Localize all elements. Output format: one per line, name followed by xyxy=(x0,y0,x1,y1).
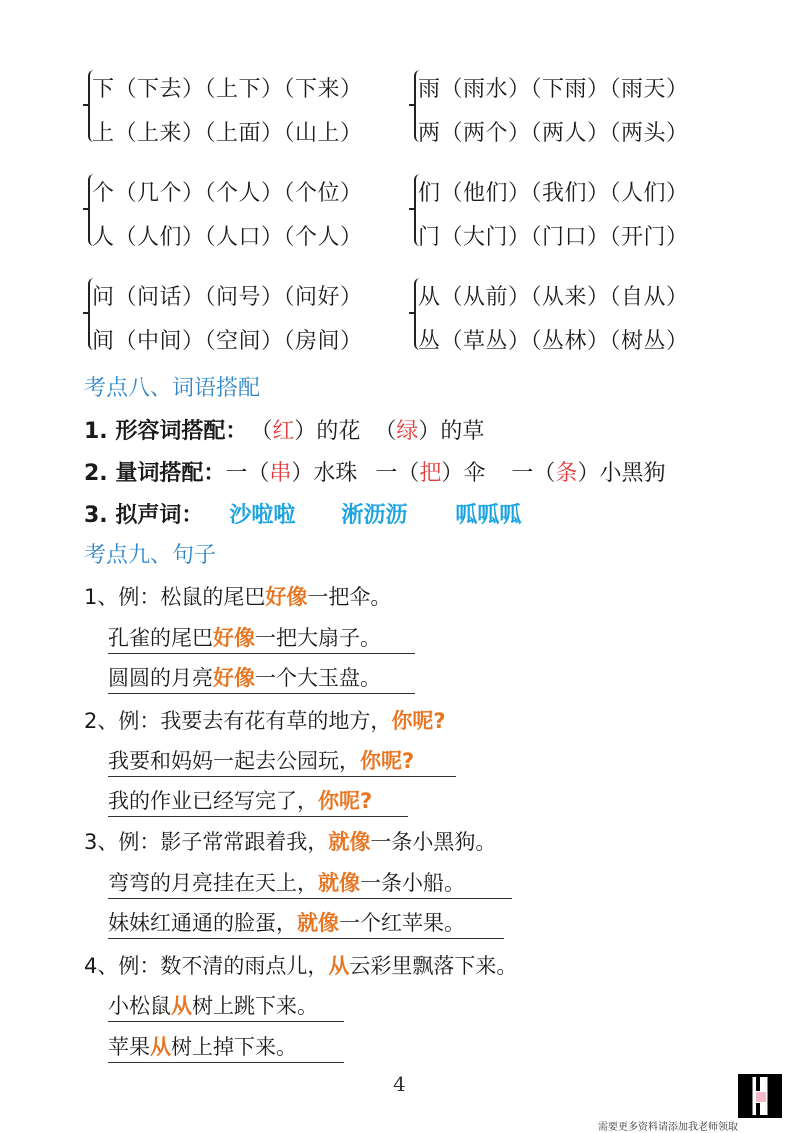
answer-1-1 xyxy=(108,622,415,654)
onomatopoeia-word-1: 沙啦啦 xyxy=(229,503,296,528)
example-sentence-4 xyxy=(84,950,517,980)
example-sentence-3 xyxy=(84,826,496,856)
example-3-keyword: 就像 xyxy=(328,830,371,854)
onomatopoeia-label: 3. 拟声词： xyxy=(84,503,204,528)
adj-label: 1. 形容词搭配： xyxy=(84,419,248,444)
measure-b-close: ）伞 xyxy=(441,461,486,486)
example-2-keyword: 你呢? xyxy=(391,709,446,733)
answer-2-1-text-a: 我要和妈妈一起去公园玩， xyxy=(108,749,360,773)
footer-text: 需要更多资料请添加我老师领取 xyxy=(598,1122,738,1133)
adj-close-2: ）的草 xyxy=(418,419,485,444)
measure-a-close: ）水珠 xyxy=(291,461,358,486)
answer-4-2-text-b: 树上掉下来。 xyxy=(171,1035,297,1059)
qr-code-icon xyxy=(738,1074,782,1118)
answer-3-2 xyxy=(108,907,504,939)
measure-word-3: 条 xyxy=(555,461,578,486)
example-4-text-a: 4、例：数不清的雨点儿， xyxy=(84,954,329,978)
adj-word-green: 绿 xyxy=(396,419,419,444)
measure-c-open: 一（ xyxy=(511,461,556,486)
answer-4-2-text-a: 苹果 xyxy=(108,1035,150,1059)
onomatopoeia-word-3: 呱呱呱 xyxy=(455,503,522,528)
pair-3-left-line-2: 间（中间）（空间）（房间） xyxy=(92,329,363,354)
answer-2-2 xyxy=(108,785,408,817)
answer-4-1 xyxy=(108,990,344,1022)
example-1-keyword: 好像 xyxy=(265,585,308,609)
answer-3-2-keyword: 就像 xyxy=(297,911,339,935)
pair-1-left-line-2: 上（上来）（上面）（山上） xyxy=(92,121,363,146)
measure-word-1: 串 xyxy=(269,461,292,486)
pair-3-left-line-1: 问（问话）（问号）（问好） xyxy=(92,285,363,310)
example-2-text-a: 2、例：我要去有花有草的地方， xyxy=(84,709,392,733)
pair-1-right-line-2: 两（两个）（两人）（两头） xyxy=(418,121,689,146)
measure-b-open: 一（ xyxy=(375,461,420,486)
onomatopoeia-word-2: 淅沥沥 xyxy=(341,503,408,528)
measure-label: 2. 量词搭配： xyxy=(84,461,226,486)
example-1-text-b: 一把伞。 xyxy=(307,585,392,609)
answer-3-2-text-a: 妹妹红通通的脸蛋， xyxy=(108,911,297,935)
answer-2-1 xyxy=(108,745,456,777)
answer-1-1-text-a: 孔雀的尾巴 xyxy=(108,626,213,650)
answer-4-1-keyword: 从 xyxy=(171,994,192,1018)
pair-1-right-line-1: 雨（雨水）（下雨）（雨天） xyxy=(418,77,689,102)
answer-2-1-keyword: 你呢? xyxy=(360,749,415,773)
answer-2-2-text-a: 我的作业已经写完了， xyxy=(108,789,318,813)
answer-3-2-text-b: 一个红苹果。 xyxy=(339,911,465,935)
pair-2-right-line-1: 们（他们）（我们）（人们） xyxy=(418,181,689,206)
answer-1-2-text-b: 一个大玉盘。 xyxy=(255,666,381,690)
answer-4-2 xyxy=(108,1031,344,1063)
pair-3-right-line-1: 从（从前）（从来）（自从） xyxy=(418,285,689,310)
answer-1-2 xyxy=(108,662,415,694)
adj-collocation-row xyxy=(84,414,484,445)
answer-3-1-keyword: 就像 xyxy=(318,871,360,895)
answer-1-2-text-a: 圆圆的月亮 xyxy=(108,666,213,690)
page-number: 4 xyxy=(393,1072,406,1096)
example-4-keyword: 从 xyxy=(328,954,350,978)
answer-4-1-text-a: 小松鼠 xyxy=(108,994,171,1018)
example-3-text-b: 一条小黑狗。 xyxy=(370,830,497,854)
answer-3-1-text-a: 弯弯的月亮挂在天上， xyxy=(108,871,318,895)
section-9-title: 考点九、句子 xyxy=(84,543,217,568)
adj-word-red: 红 xyxy=(272,419,295,444)
pair-2-left-line-1: 个（几个）（个人）（个位） xyxy=(92,181,363,206)
answer-1-1-keyword: 好像 xyxy=(213,626,255,650)
pair-2-right-line-2: 门（大门）（门口）（开门） xyxy=(418,225,689,250)
pair-3-right-line-2: 丛（草丛）（丛林）（树丛） xyxy=(418,329,689,354)
adj-open-1: （ xyxy=(261,419,273,444)
example-sentence-2 xyxy=(84,705,446,735)
answer-3-1 xyxy=(108,867,512,899)
answer-4-2-keyword: 从 xyxy=(150,1035,171,1059)
example-1-text-a: 1、例：松鼠的尾巴 xyxy=(84,585,266,609)
measure-collocation-row xyxy=(84,456,665,487)
adj-close-1: ）的花 xyxy=(294,419,361,444)
section-8-title: 考点八、词语搭配 xyxy=(84,376,261,401)
answer-1-2-keyword: 好像 xyxy=(213,666,255,690)
answer-1-1-text-b: 一把大扇子。 xyxy=(255,626,381,650)
onomatopoeia-row xyxy=(84,498,521,529)
example-3-text-a: 3、例：影子常常跟着我， xyxy=(84,830,329,854)
answer-2-2-keyword: 你呢? xyxy=(318,789,373,813)
measure-word-2: 把 xyxy=(419,461,442,486)
example-sentence-1 xyxy=(84,581,391,611)
answer-4-1-text-b: 树上跳下来。 xyxy=(192,994,318,1018)
pair-2-left-line-2: 人（人们）（人口）（个人） xyxy=(92,225,363,250)
example-4-text-b: 云彩里飘落下来。 xyxy=(349,954,518,978)
measure-a-open: 一（ xyxy=(225,461,270,486)
adj-open-2: （ xyxy=(374,419,397,444)
pair-1-left-line-1: 下（下去）（上下）（下来） xyxy=(92,77,363,102)
answer-3-1-text-b: 一条小船。 xyxy=(360,871,465,895)
measure-c-close: ）小黑狗 xyxy=(577,461,666,486)
